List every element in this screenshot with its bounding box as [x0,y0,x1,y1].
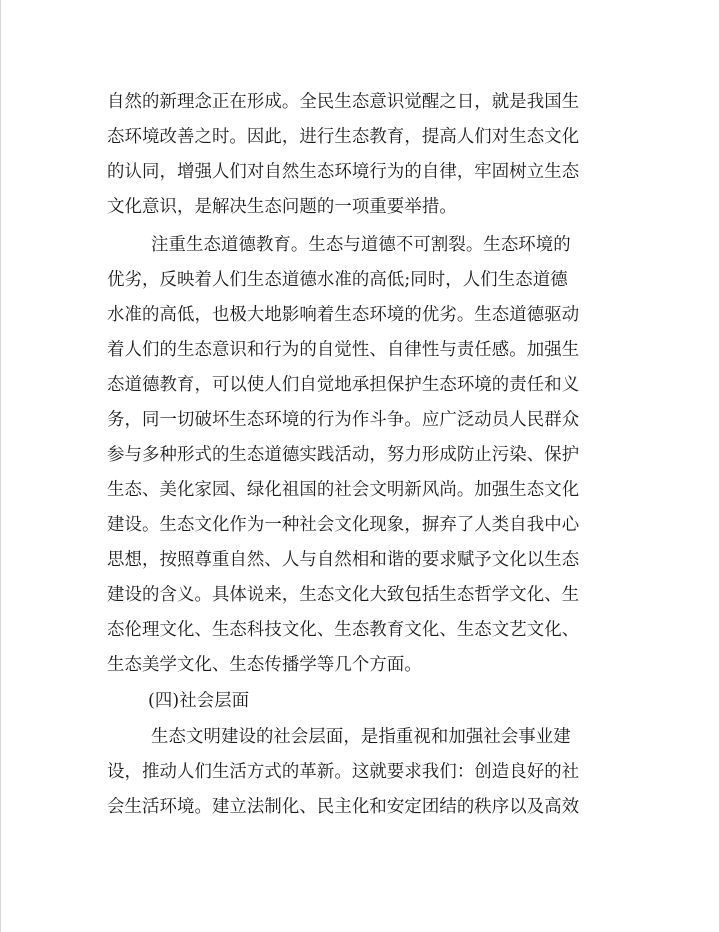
text-line: 参与多种形式的生态道德实践活动，努力形成防止污染、保护 [107,445,580,465]
text-line: 建设。生态文化作为一种社会文化现象，摒弃了人类自我中心 [107,515,580,535]
text-line: 优劣，反映着人们生态道德水准的高低;同时，人们生态道德 [107,270,568,290]
text-line: 的认同，增强人们对自然生态环境行为的自律，牢固树立生态 [107,162,580,182]
text-line: 思想，按照尊重自然、人与自然相和谐的要求赋予文化以生态 [107,550,580,570]
text-line: 着人们的生态意识和行为的自觉性、自律性与责任感。加强生 [107,340,580,360]
text-line: 文化意识，是解决生态问题的一项重要举措。 [107,197,457,217]
paragraph-first-line: 注重生态道德教育。生态与道德不可割裂。生态环境的 [151,235,571,255]
paragraph-first-line: 生态文明建设的社会层面，是指重视和加强社会事业建 [151,727,571,747]
text-line: 水准的高低，也极大地影响着生态环境的优劣。生态道德驱动 [107,305,580,325]
text-line: 建设的含义。具体说来，生态文化大致包括生态哲学文化、生 [107,585,580,605]
section-heading: (四)社会层面 [148,691,250,711]
text-line: 态伦理文化、生态科技文化、生态教育文化、生态文艺文化、 [107,620,580,640]
text-line: 生态美学文化、生态传播学等几个方面。 [107,655,422,675]
text-line: 生态、美化家园、绿化祖国的社会文明新风尚。加强生态文化 [107,480,580,500]
text-line: 自然的新理念正在形成。全民生态意识觉醒之日，就是我国生 [107,92,580,112]
text-line: 设，推动人们生活方式的革新。这就要求我们：创造良好的社 [107,762,580,782]
text-line: 态环境改善之时。因此，进行生态教育，提高人们对生态文化 [107,127,580,147]
text-line: 态道德教育，可以使人们自觉地承担保护生态环境的责任和义 [107,375,580,395]
text-line: 会生活环境。建立法制化、民主化和安定团结的秩序以及高效 [107,797,580,817]
text-line: 务，同一切破坏生态环境的行为作斗争。应广泛动员人民群众 [107,410,580,430]
